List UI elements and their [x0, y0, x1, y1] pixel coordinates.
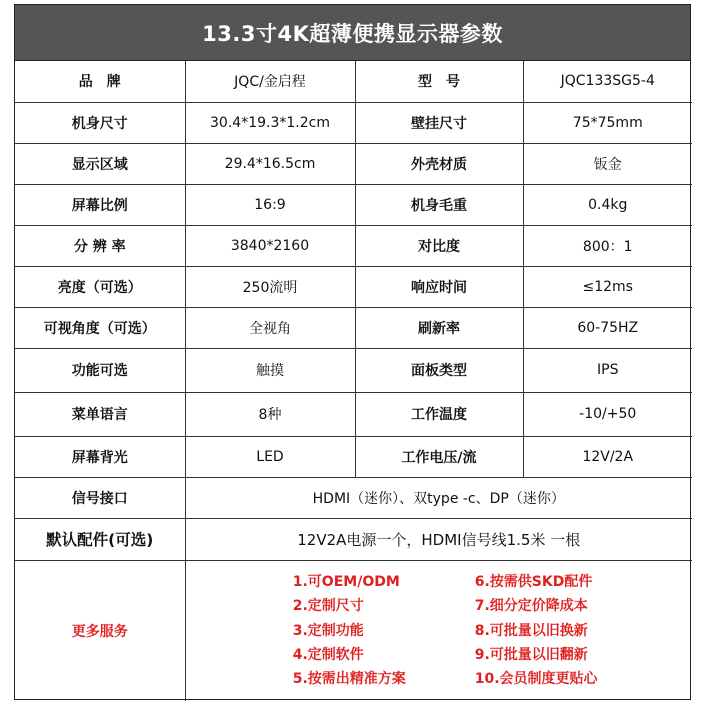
service-item: 3.定制功能: [292, 622, 364, 639]
table-row: [15, 225, 692, 266]
spec-value: 75*75mm: [523, 102, 692, 143]
spec-value: JQC/金启程: [185, 61, 355, 102]
spec-label: 机身尺寸: [15, 102, 185, 143]
spec-value: 250流明: [185, 266, 355, 307]
spec-label: 型 号: [355, 61, 523, 102]
signal-value: HDMI（迷你）、双type -c、DP（迷你）: [185, 477, 692, 518]
services-cell: [185, 560, 692, 701]
table-row: [15, 61, 692, 102]
service-item: 8.可批量以旧换新: [474, 622, 588, 639]
spec-value: -10/+50: [523, 392, 692, 436]
spec-label: 工作温度: [355, 392, 523, 436]
table-row: [15, 266, 692, 307]
spec-table: [15, 61, 692, 701]
spec-value: 钣金: [523, 143, 692, 184]
spec-value: 30.4*19.3*1.2cm: [185, 102, 355, 143]
spec-value: 3840*2160: [185, 225, 355, 266]
sheet-title: 13.3寸4K超薄便携显示器参数: [15, 5, 690, 61]
table-row: [15, 102, 692, 143]
spec-label: 菜单语言: [15, 392, 185, 436]
spec-label: 亮度（可选）: [15, 266, 185, 307]
spec-label: 显示区域: [15, 143, 185, 184]
spec-label: 壁挂尺寸: [355, 102, 523, 143]
spec-value: JQC133SG5-4: [523, 61, 692, 102]
service-item: 10.会员制度更贴心: [474, 671, 598, 688]
spec-label: 工作电压/流: [355, 436, 523, 477]
service-item: 1.可OEM/ODM: [292, 574, 400, 591]
spec-label: 响应时间: [355, 266, 523, 307]
spec-value: 全视角: [185, 307, 355, 348]
table-row: [15, 307, 692, 348]
spec-value: LED: [185, 436, 355, 477]
spec-label: 外壳材质: [355, 143, 523, 184]
spec-sheet: [14, 4, 691, 700]
spec-label: 功能可选: [15, 348, 185, 392]
spec-value: ≤12ms: [523, 266, 692, 307]
services-list: [186, 570, 693, 691]
spec-value: 触摸: [185, 348, 355, 392]
signal-label: 信号接口: [15, 477, 185, 518]
service-item: 2.定制尺寸: [292, 598, 364, 615]
spec-label: 屏幕背光: [15, 436, 185, 477]
spec-label: 分 辨 率: [15, 225, 185, 266]
service-item: 5.按需出精准方案: [292, 671, 406, 688]
service-item: 6.按需供SKD配件: [474, 574, 593, 591]
spec-label: 面板类型: [355, 348, 523, 392]
spec-label: 品 牌: [15, 61, 185, 102]
table-row: [15, 392, 692, 436]
spec-value: IPS: [523, 348, 692, 392]
service-item: 7.细分定价降成本: [474, 598, 588, 615]
signal-row: [15, 477, 692, 518]
accessories-label: 默认配件(可选): [15, 518, 185, 560]
spec-label: 可视角度（可选）: [15, 307, 185, 348]
services-row: [15, 560, 692, 701]
spec-value: 60-75HZ: [523, 307, 692, 348]
spec-value: 800：1: [523, 225, 692, 266]
table-row: [15, 436, 692, 477]
service-item: 9.可批量以旧翻新: [474, 646, 588, 663]
accessories-value: 12V2A电源一个，HDMI信号线1.5米 一根: [185, 518, 692, 560]
spec-label: 屏幕比例: [15, 184, 185, 225]
service-item: 4.定制软件: [292, 646, 364, 663]
table-row: [15, 348, 692, 392]
spec-value: 8种: [185, 392, 355, 436]
spec-label: 刷新率: [355, 307, 523, 348]
spec-label: 机身毛重: [355, 184, 523, 225]
spec-value: 29.4*16.5cm: [185, 143, 355, 184]
spec-label: 对比度: [355, 225, 523, 266]
table-row: [15, 184, 692, 225]
spec-value: 12V/2A: [523, 436, 692, 477]
accessories-row: [15, 518, 692, 560]
spec-value: 16:9: [185, 184, 355, 225]
table-row: [15, 143, 692, 184]
services-label: 更多服务: [15, 560, 185, 701]
spec-value: 0.4kg: [523, 184, 692, 225]
